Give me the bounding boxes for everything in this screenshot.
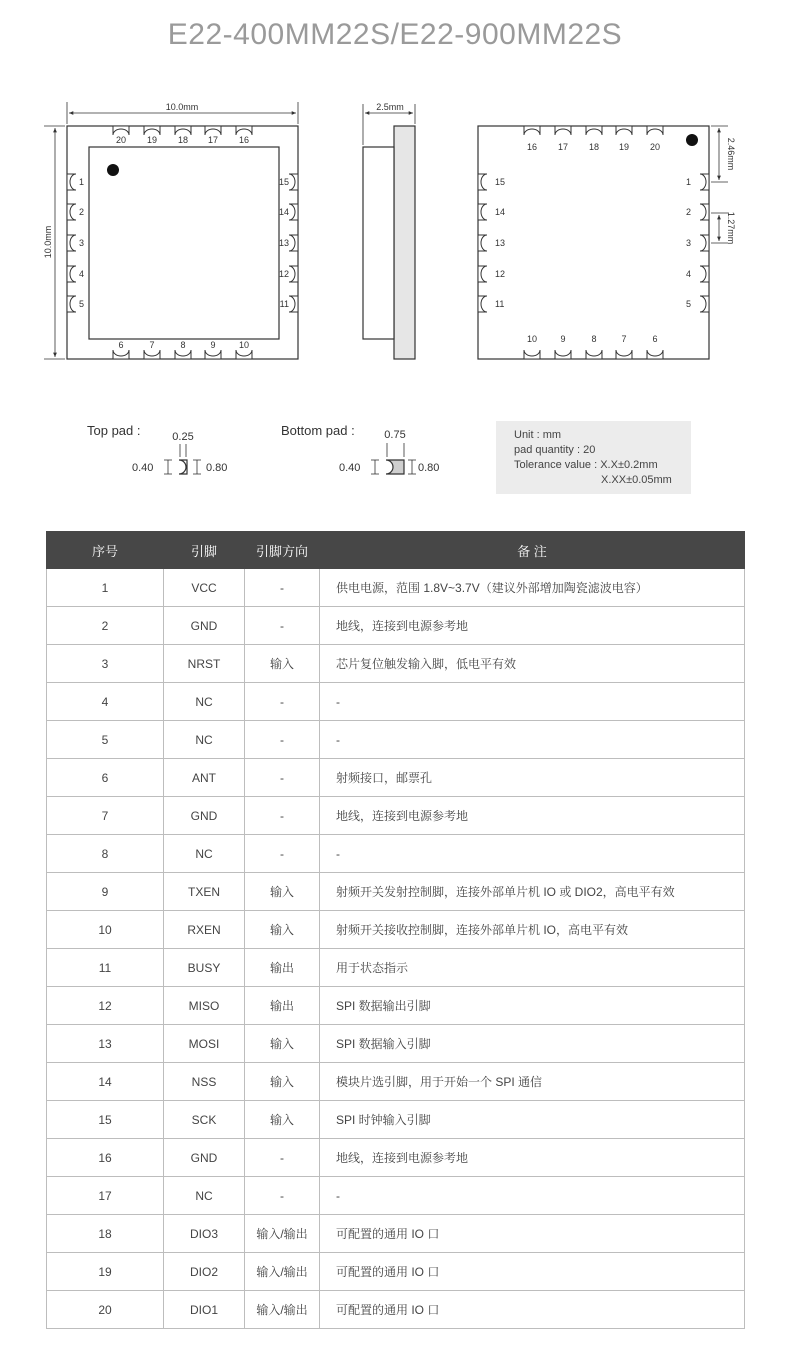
pin-number: 18 bbox=[588, 142, 600, 152]
header-note: 备 注 bbox=[320, 532, 745, 569]
cell-index: 15 bbox=[47, 1101, 164, 1139]
table-row bbox=[47, 1139, 745, 1177]
cell-direction: 输入 bbox=[245, 1063, 320, 1101]
pin-number: 20 bbox=[649, 142, 661, 152]
cell-pin: DIO3 bbox=[164, 1215, 245, 1253]
unit-text: Unit : mm bbox=[514, 429, 562, 441]
cell-direction: - bbox=[245, 835, 320, 873]
pin-number: 4 bbox=[685, 269, 691, 279]
cell-index: 13 bbox=[47, 1025, 164, 1063]
pin-number: 11 bbox=[279, 299, 289, 309]
cell-direction: 输入 bbox=[245, 911, 320, 949]
cell-index: 11 bbox=[47, 949, 164, 987]
top-view bbox=[43, 102, 298, 359]
table-row bbox=[47, 607, 745, 645]
table-row bbox=[47, 569, 745, 607]
header-index: 序号 bbox=[47, 532, 164, 569]
cell-note: SPI 数据输出引脚 bbox=[320, 987, 745, 1025]
cell-index: 2 bbox=[47, 607, 164, 645]
table-row bbox=[47, 1253, 745, 1291]
cell-note: 芯片复位触发输入脚，低电平有效 bbox=[320, 645, 745, 683]
pin-number: 1 bbox=[685, 177, 691, 187]
cell-pin: NSS bbox=[164, 1063, 245, 1101]
table-row bbox=[47, 645, 745, 683]
pin-number: 9 bbox=[560, 334, 566, 344]
pin-number: 15 bbox=[495, 177, 506, 187]
pin-number: 8 bbox=[591, 334, 597, 344]
cell-pin: SCK bbox=[164, 1101, 245, 1139]
cell-direction: - bbox=[245, 683, 320, 721]
header-direction: 引脚方向 bbox=[245, 532, 320, 569]
cell-index: 14 bbox=[47, 1063, 164, 1101]
pin-number: 8 bbox=[180, 340, 186, 350]
pin-number: 3 bbox=[79, 238, 85, 248]
cell-index: 18 bbox=[47, 1215, 164, 1253]
pin-number: 17 bbox=[207, 135, 219, 145]
cell-pin: NC bbox=[164, 835, 245, 873]
pin1-marker bbox=[107, 164, 119, 176]
cell-note: - bbox=[320, 835, 745, 873]
cell-note: SPI 数据输入引脚 bbox=[320, 1025, 745, 1063]
table-row bbox=[47, 987, 745, 1025]
bottom-pad-width: 0.75 bbox=[384, 429, 406, 441]
edge-label: 2.46mm bbox=[726, 137, 736, 171]
table-row bbox=[47, 797, 745, 835]
table-row bbox=[47, 1177, 745, 1215]
cell-index: 12 bbox=[47, 987, 164, 1025]
top-pad-shape bbox=[179, 460, 187, 474]
cell-index: 20 bbox=[47, 1291, 164, 1329]
pin-number: 5 bbox=[79, 299, 85, 309]
pin-number: 12 bbox=[495, 269, 506, 279]
pin-number: 6 bbox=[652, 334, 658, 344]
pin-number: 5 bbox=[685, 299, 691, 309]
thickness-label: 2.5mm bbox=[376, 102, 404, 112]
pin-number: 16 bbox=[238, 135, 250, 145]
pin-number: 1 bbox=[79, 177, 85, 187]
cell-note: 地线，连接到电源参考地 bbox=[320, 797, 745, 835]
cell-index: 9 bbox=[47, 873, 164, 911]
cell-direction: - bbox=[245, 721, 320, 759]
cell-pin: BUSY bbox=[164, 949, 245, 987]
cell-note: - bbox=[320, 683, 745, 721]
pin-number: 2 bbox=[685, 207, 691, 217]
pin-number: 9 bbox=[210, 340, 216, 350]
bottom-pad-label: Bottom pad : bbox=[281, 423, 355, 438]
pin-table bbox=[46, 531, 745, 1329]
cell-direction: 输入/输出 bbox=[245, 1291, 320, 1329]
table-row bbox=[47, 911, 745, 949]
cell-pin: VCC bbox=[164, 569, 245, 607]
cell-index: 10 bbox=[47, 911, 164, 949]
cell-index: 1 bbox=[47, 569, 164, 607]
pin1-marker-bottom bbox=[686, 134, 698, 146]
cell-direction: - bbox=[245, 1177, 320, 1215]
cell-index: 16 bbox=[47, 1139, 164, 1177]
cell-pin: GND bbox=[164, 1139, 245, 1177]
bottom-pad-shape bbox=[386, 460, 404, 474]
cell-direction: - bbox=[245, 797, 320, 835]
pin-number: 10 bbox=[526, 334, 538, 344]
pin-number: 16 bbox=[526, 142, 538, 152]
cell-index: 7 bbox=[47, 797, 164, 835]
bottom-view-outline bbox=[478, 126, 709, 359]
side-view bbox=[363, 102, 415, 359]
table-row bbox=[47, 1215, 745, 1253]
pin-number: 11 bbox=[495, 299, 505, 309]
table-row bbox=[47, 1025, 745, 1063]
cell-index: 5 bbox=[47, 721, 164, 759]
pad-quantity-text: pad quantity : 20 bbox=[514, 444, 596, 456]
height-label: 10.0mm bbox=[43, 225, 53, 259]
cell-note: 地线，连接到电源参考地 bbox=[320, 607, 745, 645]
cell-index: 17 bbox=[47, 1177, 164, 1215]
bottom-pad-left: 0.40 bbox=[339, 462, 361, 474]
pitch-label: 1.27mm bbox=[726, 211, 736, 245]
cell-pin: GND bbox=[164, 797, 245, 835]
cell-pin: NRST bbox=[164, 645, 245, 683]
table-row bbox=[47, 1291, 745, 1329]
bottom-pad-right: 0.80 bbox=[418, 462, 440, 474]
pin-number: 15 bbox=[278, 177, 289, 187]
cell-index: 8 bbox=[47, 835, 164, 873]
cell-direction: 输入 bbox=[245, 873, 320, 911]
pin-number: 4 bbox=[79, 269, 85, 279]
cell-note: 射频接口，邮票孔 bbox=[320, 759, 745, 797]
cell-index: 6 bbox=[47, 759, 164, 797]
pin-number: 2 bbox=[79, 207, 85, 217]
pin-number: 13 bbox=[495, 238, 506, 248]
pin-number: 10 bbox=[238, 340, 250, 350]
cell-pin: TXEN bbox=[164, 873, 245, 911]
page-title: E22-400MM22S/E22-900MM22S bbox=[167, 18, 623, 51]
pin-number: 7 bbox=[621, 334, 627, 344]
cell-pin: ANT bbox=[164, 759, 245, 797]
cell-direction: 输入/输出 bbox=[245, 1215, 320, 1253]
cell-direction: 输入/输出 bbox=[245, 1253, 320, 1291]
top-pad-width: 0.25 bbox=[172, 431, 194, 443]
cell-pin: MISO bbox=[164, 987, 245, 1025]
pin-number: 19 bbox=[618, 142, 630, 152]
cell-direction: - bbox=[245, 569, 320, 607]
cell-note: 可配置的通用 IO 口 bbox=[320, 1215, 745, 1253]
cell-note: 地线，连接到电源参考地 bbox=[320, 1139, 745, 1177]
pin-number: 7 bbox=[149, 340, 155, 350]
tolerance-text: Tolerance value : X.X±0.2mm bbox=[514, 459, 658, 471]
pin-table-header bbox=[47, 532, 745, 569]
cell-direction: 输入 bbox=[245, 1025, 320, 1063]
cell-note: 射频开关接收控制脚，连接外部单片机 IO，高电平有效 bbox=[320, 911, 745, 949]
cell-pin: DIO2 bbox=[164, 1253, 245, 1291]
table-row bbox=[47, 759, 745, 797]
cell-note: 可配置的通用 IO 口 bbox=[320, 1291, 745, 1329]
cell-direction: 输出 bbox=[245, 987, 320, 1025]
pin-number: 14 bbox=[278, 207, 289, 217]
table-row bbox=[47, 721, 745, 759]
unit-info-box bbox=[496, 421, 691, 494]
cell-pin: NC bbox=[164, 1177, 245, 1215]
top-view-outline bbox=[67, 126, 298, 359]
side-view-pcb bbox=[394, 126, 415, 359]
cell-note: 可配置的通用 IO 口 bbox=[320, 1253, 745, 1291]
table-row bbox=[47, 949, 745, 987]
cell-pin: NC bbox=[164, 721, 245, 759]
cell-note: 供电电源，范围 1.8V~3.7V（建议外部增加陶瓷滤波电容） bbox=[320, 569, 745, 607]
side-view-shield bbox=[363, 147, 394, 339]
cell-note: SPI 时钟输入引脚 bbox=[320, 1101, 745, 1139]
tolerance2-text: X.XX±0.05mm bbox=[601, 474, 672, 486]
pin-number: 13 bbox=[278, 238, 289, 248]
cell-direction: 输入 bbox=[245, 1101, 320, 1139]
cell-direction: 输出 bbox=[245, 949, 320, 987]
pin-number: 3 bbox=[685, 238, 691, 248]
table-row bbox=[47, 1063, 745, 1101]
cell-pin: MOSI bbox=[164, 1025, 245, 1063]
width-label: 10.0mm bbox=[165, 102, 199, 112]
bottom-pad-detail bbox=[281, 423, 439, 474]
cell-pin: NC bbox=[164, 683, 245, 721]
table-row bbox=[47, 873, 745, 911]
cell-note: - bbox=[320, 1177, 745, 1215]
pin-number: 19 bbox=[146, 135, 158, 145]
pin-number: 12 bbox=[278, 269, 289, 279]
bottom-view bbox=[478, 126, 736, 359]
cell-direction: - bbox=[245, 1139, 320, 1177]
cell-direction: - bbox=[245, 607, 320, 645]
pin-number: 14 bbox=[495, 207, 506, 217]
cell-index: 3 bbox=[47, 645, 164, 683]
top-pad-label: Top pad : bbox=[87, 423, 141, 438]
header-pin: 引脚 bbox=[164, 532, 245, 569]
cell-direction: - bbox=[245, 759, 320, 797]
pin-number: 6 bbox=[118, 340, 124, 350]
cell-pin: RXEN bbox=[164, 911, 245, 949]
cell-note: 用于状态指示 bbox=[320, 949, 745, 987]
cell-pin: GND bbox=[164, 607, 245, 645]
cell-pin: DIO1 bbox=[164, 1291, 245, 1329]
top-pad-detail bbox=[87, 423, 227, 474]
cell-note: - bbox=[320, 721, 745, 759]
top-pad-left: 0.40 bbox=[132, 462, 154, 474]
pin-number: 20 bbox=[115, 135, 127, 145]
table-row bbox=[47, 1101, 745, 1139]
pin-number: 17 bbox=[557, 142, 569, 152]
cell-note: 模块片选引脚，用于开始一个 SPI 通信 bbox=[320, 1063, 745, 1101]
top-pad-right: 0.80 bbox=[206, 462, 228, 474]
cell-direction: 输入 bbox=[245, 645, 320, 683]
table-row bbox=[47, 683, 745, 721]
cell-note: 射频开关发射控制脚，连接外部单片机 IO 或 DIO2，高电平有效 bbox=[320, 873, 745, 911]
cell-index: 4 bbox=[47, 683, 164, 721]
cell-index: 19 bbox=[47, 1253, 164, 1291]
pin-number: 18 bbox=[177, 135, 189, 145]
table-row bbox=[47, 835, 745, 873]
